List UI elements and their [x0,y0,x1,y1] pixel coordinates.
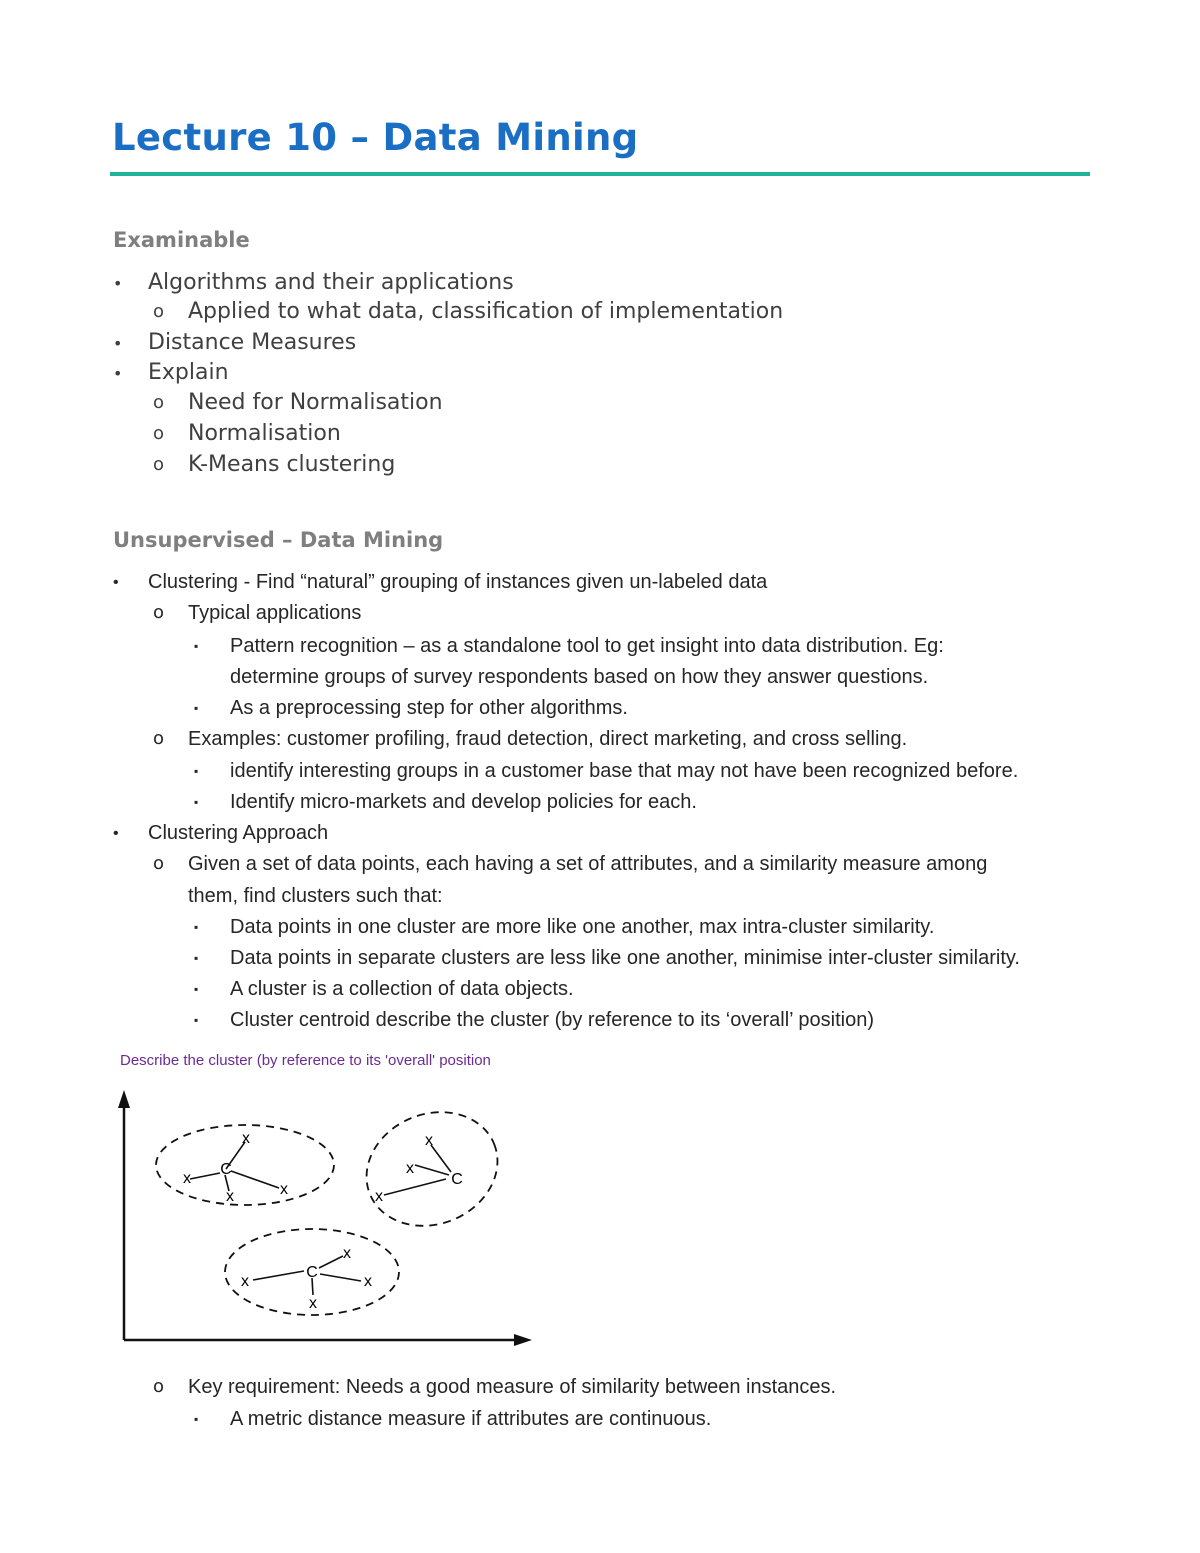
list-item-text: Applied to what data, classification of implementation [188,299,784,324]
list-item-text: K-Means clustering [188,452,396,477]
unsupervised-heading: Unsupervised – Data Mining [113,528,444,552]
list-item-text: Cluster centroid describe the cluster (by reference to its ‘overall’ position) [230,1009,874,1031]
centroid: C [220,1161,232,1178]
list-item-text: Pattern recognition – as a standalone tool to get insight into data distribution. Eg: [230,635,944,657]
data-point: x [226,1188,234,1205]
square-marker: ▪ [194,1013,199,1027]
list-item-text: Need for Normalisation [188,390,443,415]
list-item-text: As a preprocessing step for other algorithms. [230,697,628,719]
circle-marker: o [153,392,165,413]
circle-marker: o [153,853,165,874]
circle-marker: o [153,602,165,623]
circle-marker: o [153,423,165,444]
cluster-diagram-svg [112,1048,542,1348]
list-item-text: Clustering Approach [148,822,329,844]
list-item-text: determine groups of survey respondents based on how they answer questions. [230,666,929,688]
page-title: Lecture 10 – Data Mining [112,116,639,159]
data-point: x [406,1160,414,1177]
list-item-text: A metric distance measure if attributes are continuous. [230,1408,712,1430]
list-item-text: Explain [148,360,229,385]
list-item-text: Clustering - Find “natural” grouping of instances given un-labeled data [148,571,768,593]
title-underline [110,172,1090,176]
square-marker: ▪ [194,951,199,965]
centroid-link [253,1271,304,1280]
centroid-link [231,1171,279,1188]
list-item-text: Data points in one cluster are more like one another, max intra-cluster similarity. [230,916,935,938]
cluster-2 [349,1093,514,1245]
data-point: x [241,1273,249,1290]
data-point: x [280,1181,288,1198]
bullet-marker: • [113,574,119,591]
list-item-text: Normalisation [188,421,341,446]
centroid-link [190,1173,220,1179]
cluster-3 [225,1229,399,1315]
circle-marker: o [153,1376,165,1397]
centroid: C [451,1171,463,1188]
cluster-diagram [112,1048,542,1348]
square-marker: ▪ [194,982,199,996]
list-item-text: Typical applications [188,602,362,624]
circle-marker: o [153,301,165,322]
centroid-link [431,1145,451,1172]
square-marker: ▪ [194,920,199,934]
bullet-marker: • [113,364,123,383]
bullet-marker: • [113,825,119,842]
data-point: x [242,1130,250,1147]
square-marker: ▪ [194,639,199,653]
data-point: x [425,1132,433,1149]
square-marker: ▪ [194,764,199,778]
square-marker: ▪ [194,701,199,715]
data-point: x [343,1245,351,1262]
data-point: x [364,1273,372,1290]
bullet-marker: • [113,334,123,353]
circle-marker: o [153,454,165,475]
data-point: x [183,1170,191,1187]
square-marker: ▪ [194,1412,199,1426]
data-point: x [309,1295,317,1312]
list-item-text: Key requirement: Needs a good measure of similarity between instances. [188,1376,837,1398]
cluster-boundary [349,1093,514,1245]
list-item-text: identify interesting groups in a customer base that may not have been recognized before. [230,760,1019,782]
y-axis-arrow [118,1090,130,1108]
cluster-1 [156,1125,334,1205]
list-item-text: Algorithms and their applications [148,270,514,295]
list-item-text: them, find clusters such that: [188,885,443,907]
list-item-text: Data points in separate clusters are less like one another, minimise inter-cluster similarity. [230,947,1020,969]
figure-caption: Describe the cluster (by reference to its 'overall' position [120,1052,491,1069]
list-item-text: Distance Measures [148,330,357,355]
centroid-link [384,1179,446,1195]
centroid: C [306,1264,318,1281]
x-axis-arrow [514,1334,532,1346]
centroid-link [319,1256,343,1268]
bullet-marker: • [113,274,123,293]
list-item-text: Given a set of data points, each having a set of attributes, and a similarity measure among [188,853,988,875]
centroid-link [415,1165,449,1175]
list-item-text: Identify micro-markets and develop policies for each. [230,791,697,813]
list-item-text: Examples: customer profiling, fraud detection, direct marketing, and cross selling. [188,728,908,750]
centroid-link [320,1274,361,1281]
square-marker: ▪ [194,795,199,809]
circle-marker: o [153,728,165,749]
data-point: x [375,1188,383,1205]
list-item-text: A cluster is a collection of data objects. [230,978,574,1000]
examinable-heading: Examinable [113,228,250,252]
